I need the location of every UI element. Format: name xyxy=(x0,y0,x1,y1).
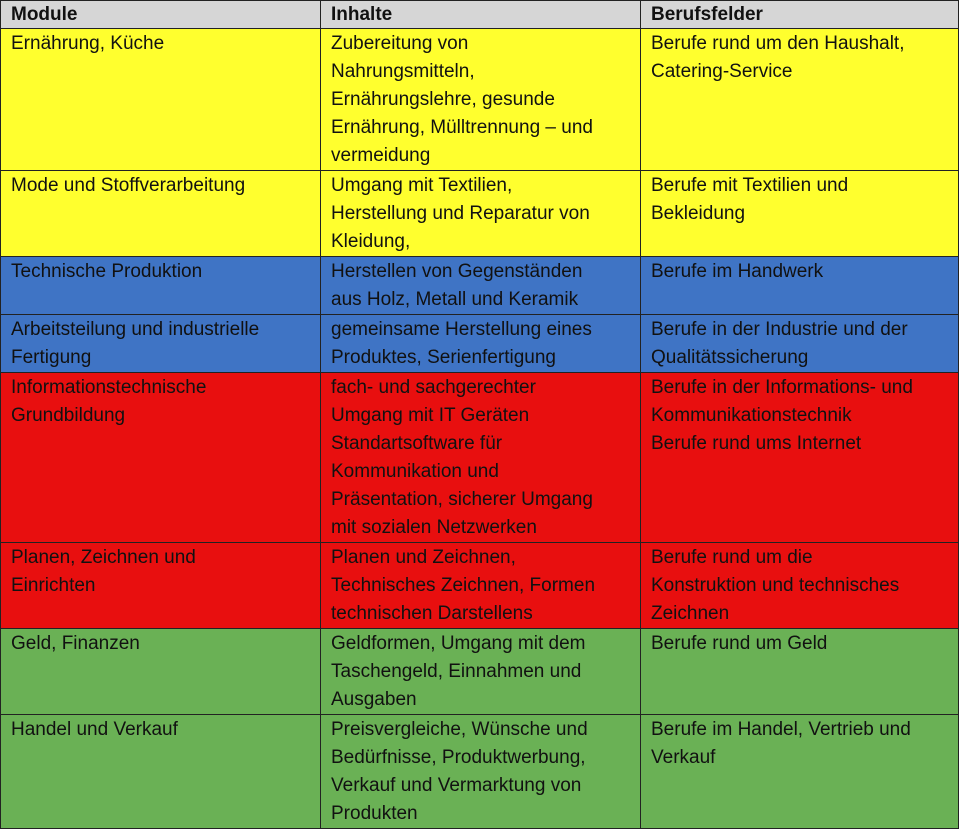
cell-inhalte: Planen und Zeichnen, Technisches Zeichnen, Formen technischen Darstellens xyxy=(321,543,641,629)
cell-berufsfelder: Berufe in der Informations- und Kommunikationstechnik Berufe rund ums Internet xyxy=(641,373,959,543)
cell-berufsfelder: Berufe rund um den Haushalt, Catering-Service xyxy=(641,29,959,171)
cell-berufsfelder: Berufe rund um die Konstruktion und technisches Zeichnen xyxy=(641,543,959,629)
cell-inhalte: gemeinsame Herstellung eines Produktes, Serienfertigung xyxy=(321,315,641,373)
header-inhalte: Inhalte xyxy=(321,1,641,29)
table-row xyxy=(1,373,959,543)
table-row xyxy=(1,171,959,257)
cell-berufsfelder: Berufe mit Textilien und Bekleidung xyxy=(641,171,959,257)
cell-berufsfelder: Berufe in der Industrie und der Qualitätssicherung xyxy=(641,315,959,373)
cell-module: Informationstechnische Grundbildung xyxy=(1,373,321,543)
header-module: Module xyxy=(1,1,321,29)
cell-module: Mode und Stoffverarbeitung xyxy=(1,171,321,257)
table-row xyxy=(1,629,959,715)
cell-inhalte: Herstellen von Gegenständen aus Holz, Metall und Keramik xyxy=(321,257,641,315)
cell-module: Ernährung, Küche xyxy=(1,29,321,171)
cell-inhalte: fach- und sachgerechter Umgang mit IT Geräten Standartsoftware für Kommunikation und Präsentation, sicherer Umgang mit sozialen Netzwerken xyxy=(321,373,641,543)
cell-module: Arbeitsteilung und industrielle Fertigung xyxy=(1,315,321,373)
cell-berufsfelder: Berufe im Handwerk xyxy=(641,257,959,315)
cell-inhalte: Preisvergleiche, Wünsche und Bedürfnisse, Produktwerbung, Verkauf und Vermarktung von Produkten xyxy=(321,715,641,829)
cell-inhalte: Geldformen, Umgang mit dem Taschengeld, Einnahmen und Ausgaben xyxy=(321,629,641,715)
cell-module: Technische Produktion xyxy=(1,257,321,315)
table-row xyxy=(1,257,959,315)
cell-module: Planen, Zeichnen und Einrichten xyxy=(1,543,321,629)
cell-inhalte: Umgang mit Textilien, Herstellung und Reparatur von Kleidung, xyxy=(321,171,641,257)
cell-module: Geld, Finanzen xyxy=(1,629,321,715)
cell-berufsfelder: Berufe rund um Geld xyxy=(641,629,959,715)
cell-berufsfelder: Berufe im Handel, Vertrieb und Verkauf xyxy=(641,715,959,829)
table-row xyxy=(1,29,959,171)
header-row xyxy=(1,1,959,29)
table-row xyxy=(1,715,959,829)
header-berufsfelder: Berufsfelder xyxy=(641,1,959,29)
cell-module: Handel und Verkauf xyxy=(1,715,321,829)
table-row xyxy=(1,543,959,629)
table-row xyxy=(1,315,959,373)
cell-inhalte: Zubereitung von Nahrungsmitteln, Ernährungslehre, gesunde Ernährung, Mülltrennung – und vermeidung xyxy=(321,29,641,171)
